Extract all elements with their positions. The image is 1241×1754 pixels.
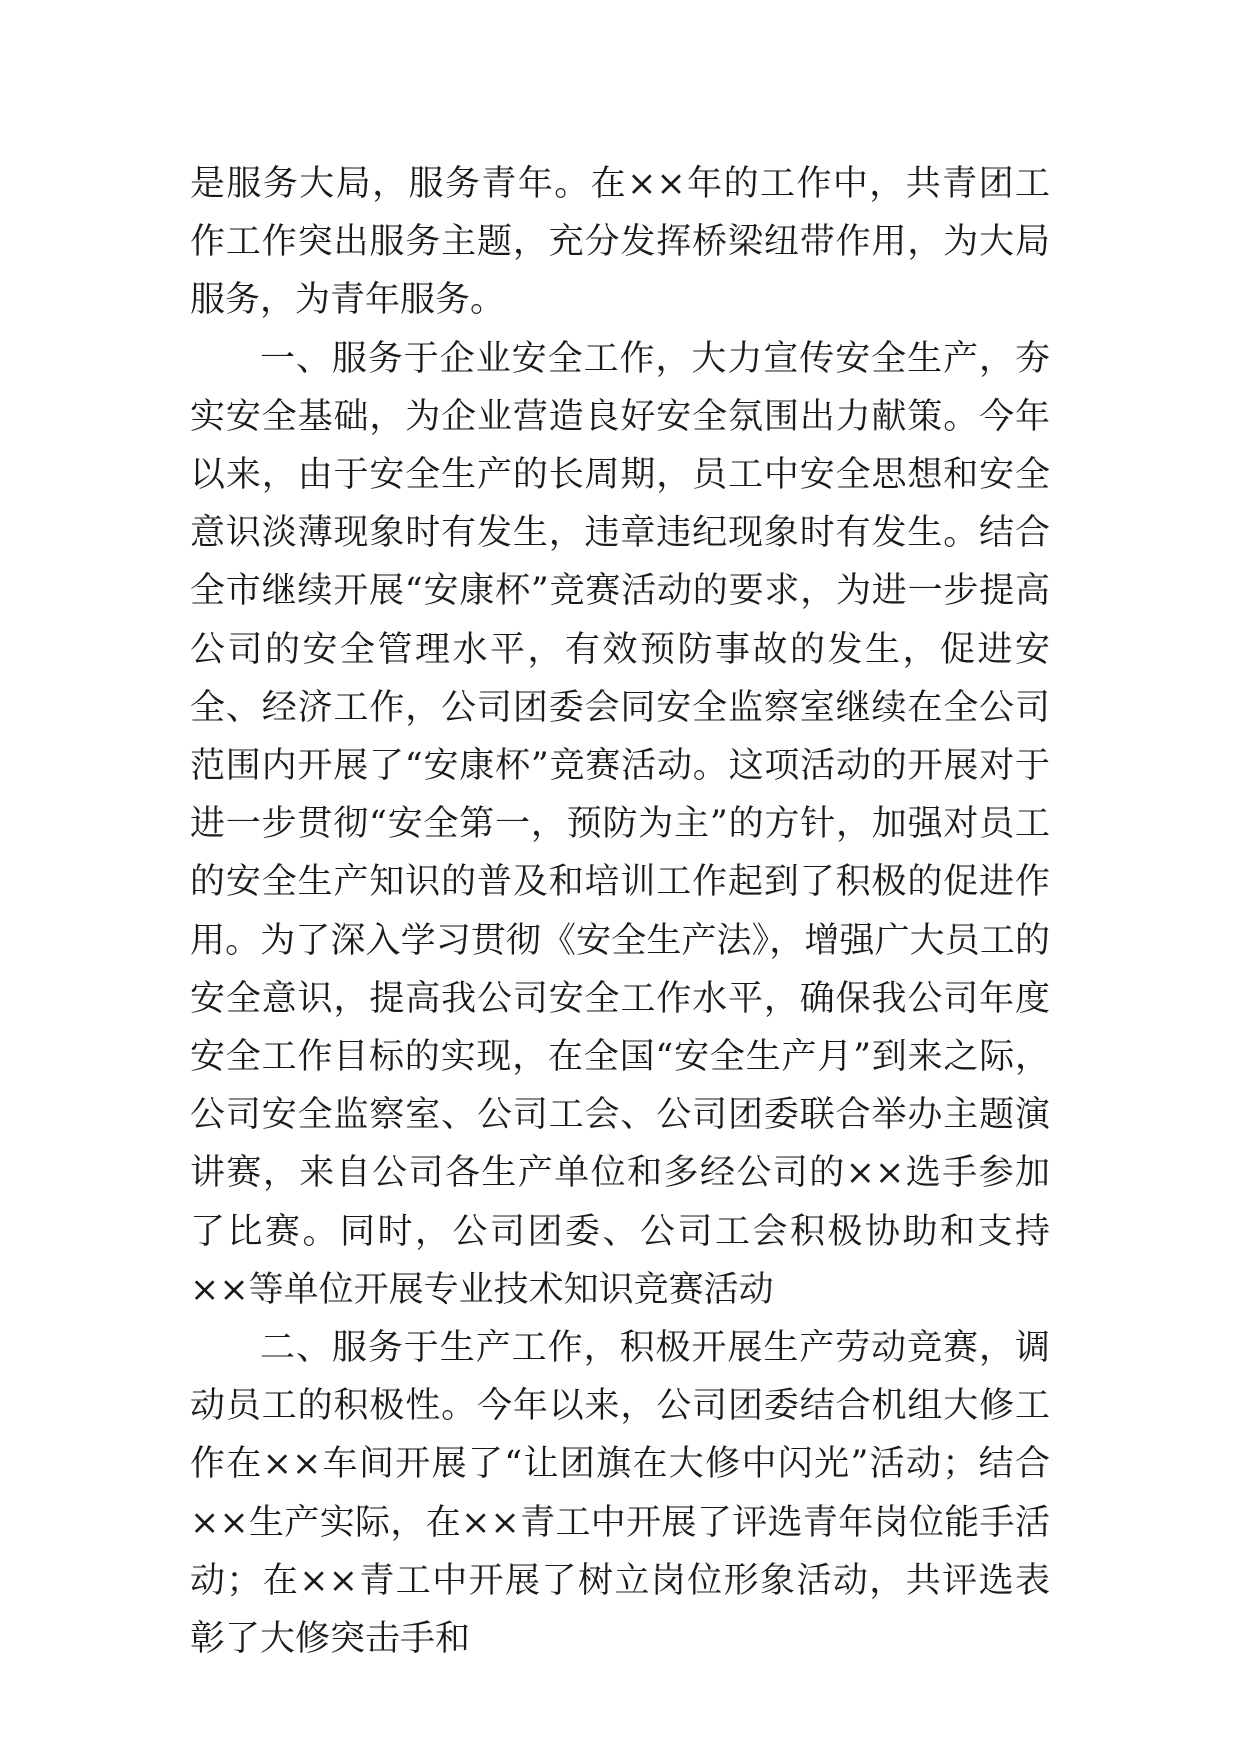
document-body [190,155,1050,1668]
paragraph-section-two: 二、服务于生产工作，积极开展生产劳动竞赛，调动员工的积极性。今年以来，公司团委结合机组大修工作在××车间开展了“让团旗在大修中闪光”活动；结合××生产实际，在××青工中开展了评选青年岗位能手活动；在××青工中开展了树立岗位形象活动，共评选表彰了大修突击手和 [190,1328,1050,1660]
paragraph-section-one: 一、服务于企业安全工作，大力宣传安全生产，夯实安全基础，为企业营造良好安全氛围出力献策。今年以来，由于安全生产的长周期，员工中安全思想和安全意识淡薄现象时有发生，违章违纪现象时有发生。结合全市继续开展“安康杯”竞赛活动的要求，为进一步提高公司的安全管理水平，有效预防事故的发生，促进安全、经济工作，公司团委会同安全监察室继续在全公司范围内开展了“安康杯”竞赛活动。这项活动的开展对于进一步贯彻“安全第一，预防为主”的方针，加强对员工的安全生产知识的普及和培训工作起到了积极的促进作用。为了深入学习贯彻《安全生产法》，增强广大员工的安全意识，提高我公司安全工作水平，确保我公司年度安全工作目标的实现，在全国“安全生产月”到来之际，公司安全监察室、公司工会、公司团委联合举办主题演讲赛，来自公司各生产单位和多经公司的××选手参加了比赛。同时，公司团委、公司工会积极协助和支持××等单位开展专业技术知识竞赛活动 [190,338,1050,1310]
paragraph-continuation: 是服务大局，服务青年。在××年的工作中，共青团工作工作突出服务主题，充分发挥桥梁纽带作用，为大局服务，为青年服务。 [190,164,1050,321]
